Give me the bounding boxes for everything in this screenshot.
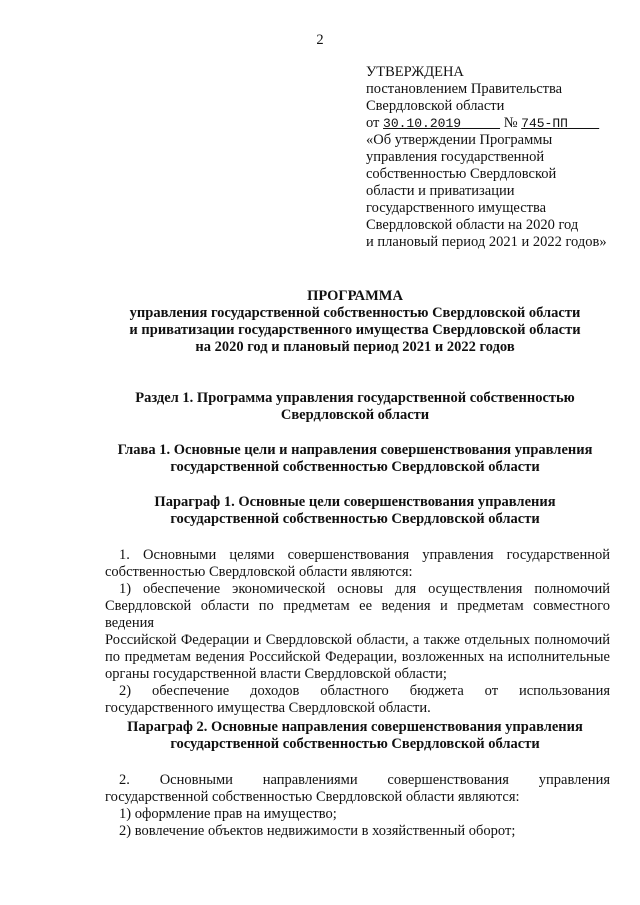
text-line: собственностью Свердловской области являются: <box>105 564 413 580</box>
approval-subject-line: и плановый период 2021 и 2022 годов» <box>366 234 607 250</box>
approval-line-2: Свердловской области <box>366 98 505 114</box>
approval-date-line <box>366 115 626 132</box>
approval-block <box>366 64 626 251</box>
paragraph-2-heading: Параграф 2. Основные направления совершенствования управления государственной собственностью Свердловской области <box>127 719 583 752</box>
number-prefix: № <box>503 115 518 131</box>
text-line: по предметам ведения Российской Федерации, возложенных на исполнительные <box>105 649 610 665</box>
list-item: 2) обеспечение доходов областного бюджета от использования <box>119 683 610 699</box>
text-line: Свердловской области по предметам ее ведения и предметам совместного ведения <box>105 598 610 631</box>
approval-subject-line: управления государственной <box>366 149 545 165</box>
text-line: государственного имущества Свердловской области. <box>105 700 431 716</box>
list-item: 1) оформление прав на имущество; <box>119 806 337 822</box>
approval-subject-line: области и приватизации <box>366 183 515 199</box>
approval-subject-line: «Об утверждении Программы <box>366 132 553 148</box>
text-line: Российской Федерации и Свердловской области, а также отдельных полномочий <box>105 632 610 648</box>
approval-subject-line: государственного имущества <box>366 200 547 216</box>
program-title: ПРОГРАММА управления государственной собственностью Свердловской области и приватизации государственного имущества Свердловской области на 2020 год и плановый период 2021 и 2022 годов <box>129 288 581 355</box>
approval-number: 745-ПП <box>521 116 568 131</box>
approval-subject-line: Свердловской области на 2020 год <box>366 217 579 233</box>
paragraph-2-body <box>105 772 610 840</box>
text-line: государственной собственностью Свердловской области являются: <box>105 789 520 805</box>
date-prefix: от <box>366 115 380 131</box>
text-line: 2. Основными направлениями совершенствования управления <box>119 772 610 788</box>
chapter-1-heading: Глава 1. Основные цели и направления совершенствования управления государственной собственностью Свердловской области <box>117 442 593 475</box>
paragraph-1-heading: Параграф 1. Основные цели совершенствования управления государственной собственностью Свердловской области <box>154 494 556 527</box>
paragraph-1-body <box>105 547 610 717</box>
approval-date: 30.10.2019 <box>383 116 462 131</box>
section-1-heading: Раздел 1. Программа управления государственной собственностью Свердловской области <box>135 390 575 423</box>
approval-title: УТВЕРЖДЕНА <box>366 64 464 80</box>
approval-subject-line: собственностью Свердловской <box>366 166 557 182</box>
text-line: 1. Основными целями совершенствования управления государственной <box>119 547 610 563</box>
approval-line-1: постановлением Правительства <box>366 81 563 97</box>
page-number: 2 <box>316 32 324 48</box>
text-line: органы государственной власти Свердловской области; <box>105 666 447 682</box>
list-item: 1) обеспечение экономической основы для осуществления полномочий <box>119 581 610 597</box>
list-item: 2) вовлечение объектов недвижимости в хозяйственный оборот; <box>119 823 516 839</box>
